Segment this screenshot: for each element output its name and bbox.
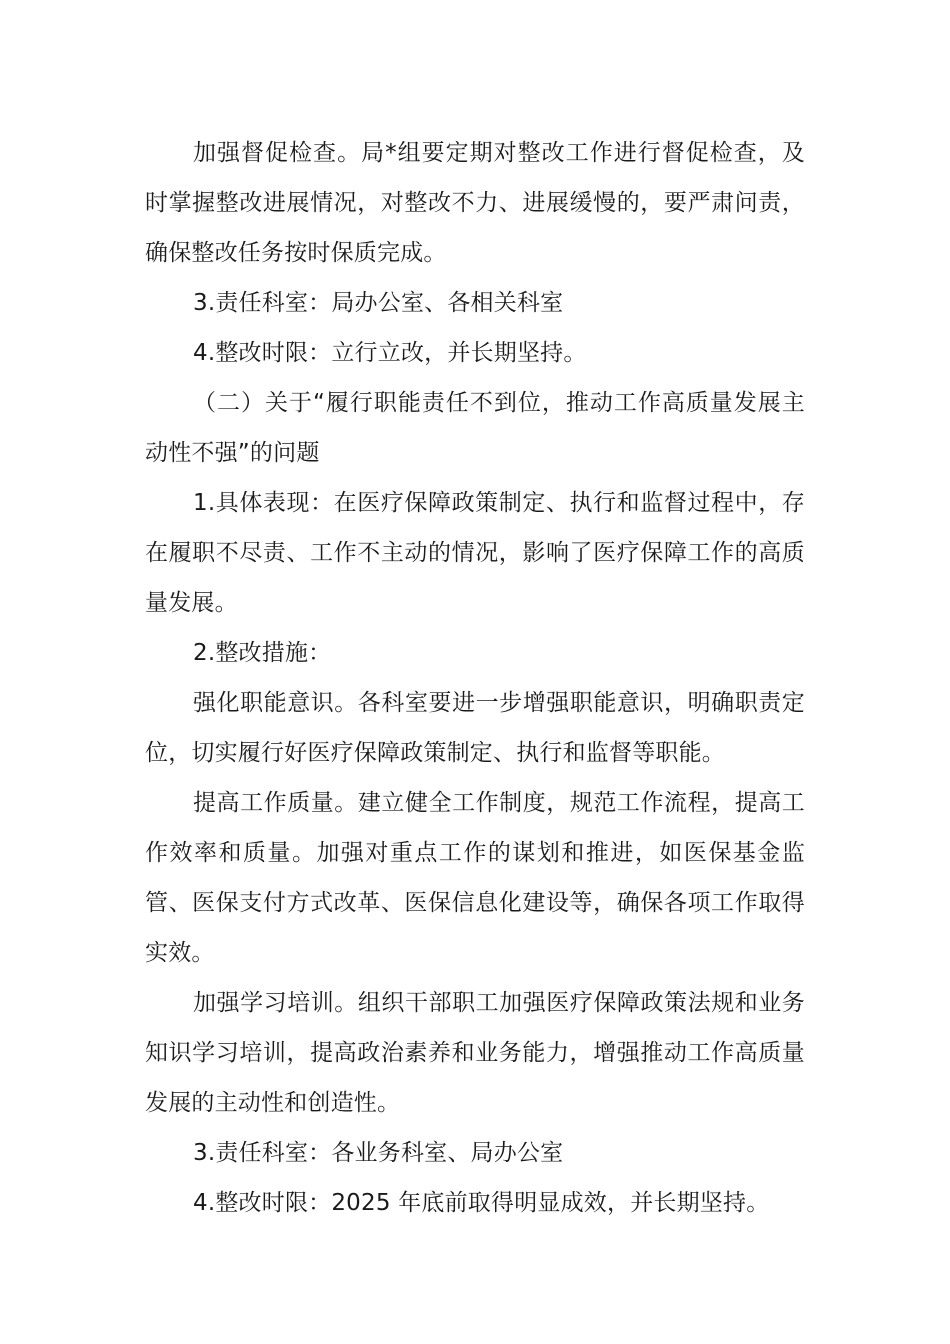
section-heading-2: （二）关于“履行职能责任不到位，推动工作高质量发展主动性不强”的问题 [145, 390, 805, 466]
paragraph-rectification-measures: 2.整改措施： [193, 640, 332, 666]
paragraph-specific-performance: 1.具体表现：在医疗保障政策制定、执行和监督过程中，存在履职不尽责、工作不主动的情况，影响了医疗保障工作的高质量发展。 [145, 490, 805, 616]
paragraph-deadline-1: 4.整改时限：立行立改，并长期坚持。 [193, 340, 587, 366]
paragraph-responsible-office-1: 3.责任科室：局办公室、各相关科室 [193, 290, 564, 316]
paragraph-study-training: 加强学习培训。组织干部职工加强医疗保障政策法规和业务知识学习培训，提高政治素养和业务能力，增强推动工作高质量发展的主动性和创造性。 [145, 990, 805, 1116]
paragraph-deadline-2: 4.整改时限：2025 年底前取得明显成效，并长期坚持。 [193, 1190, 770, 1216]
paragraph-responsible-office-2: 3.责任科室：各业务科室、局办公室 [193, 1140, 564, 1166]
paragraph-strengthen-function-awareness: 强化职能意识。各科室要进一步增强职能意识，明确职责定位，切实履行好医疗保障政策制定、执行和监督等职能。 [145, 690, 805, 766]
paragraph-improve-work-quality: 提高工作质量。建立健全工作制度，规范工作流程，提高工作效率和质量。加强对重点工作的谋划和推进，如医保基金监管、医保支付方式改革、医保信息化建设等，确保各项工作取得实效。 [145, 790, 805, 966]
document-body [145, 128, 805, 1228]
paragraph-supervision-inspection: 加强督促检查。局*组要定期对整改工作进行督促检查，及时掌握整改进展情况，对整改不力、进展缓慢的，要严肃问责，确保整改任务按时保质完成。 [145, 140, 805, 266]
